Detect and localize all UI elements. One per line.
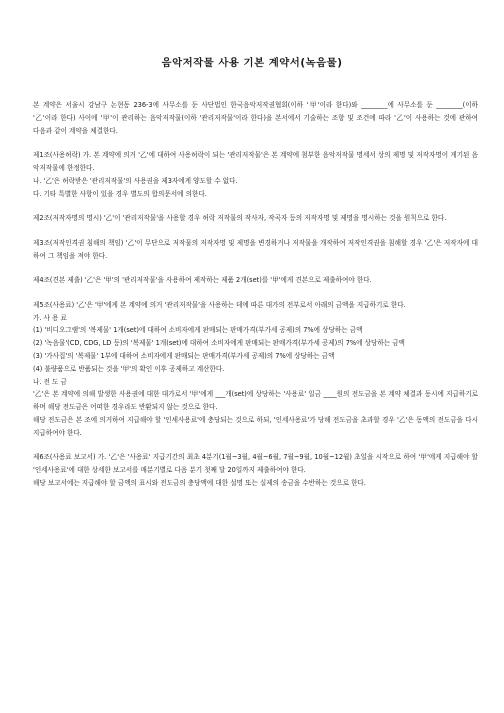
article-line: 제1조(사용허락) 가. 본 계약에 의거 '乙'에 대하여 사용허락이 되는 '관리저작물'은 본 계약에 첨부한 음악저작물 명세서 상의 제명 및 저작자명이 게기된 음악저작물에 한정한다.: [33, 151, 478, 172]
article-line: 다. 기타 특별한 사항이 있을 경우 별도의 합의문서에 의한다.: [33, 189, 207, 198]
article-line: 해당 보고서에는 지급해야 할 금액의 표시와 전도금의 충당액에 대한 설명 또는 실제의 송금을 수반하는 것으로 한다.: [33, 478, 366, 487]
article-line: '乙'은 본 계약에 의해 발생한 사용권에 대한 대가로서 '甲'에게 ___개(set)에 상당하는 '사용료' 일금 ____원의 전도금을 본 계약 체결과 동시에 지급하기로 하며 해당 전도금은 어떠한 경우라도 반환되지 않는 것으로 한다.: [33, 390, 478, 412]
article-5: [33, 299, 478, 440]
article-line: (4) 불량품으로 반품되는 것을 '甲'의 확인 이후 공제하고 계산한다.: [33, 364, 225, 373]
article-line: 제4조(견본 제출) '乙'은 '甲'의 '관리저작물'을 사용하여 제작하는 제품 2개(set)를 '甲'에게 견본으로 제출하여야 한다.: [33, 276, 372, 285]
document-body: [33, 99, 478, 502]
article-1: [33, 149, 478, 200]
article-3: [33, 237, 478, 263]
preamble-paragraph: 본 계약은 서울시 강남구 논현동 236-3에 사무소를 둔 사단법인 한국음악저작권협회(이하 '甲'이라 한다)와 ________에 사무소를 둔 ________(이하 '乙'이라 한다) 사이에 '甲'이 관리하는 음악저작물(이하 '관리저작물'이라 한다)을 본서에서 기술하는 조항 및 조건에 따라 '乙'이 사용하는 것에 관하여 다음과 같이 계약을 체결한다.: [33, 101, 478, 135]
article-6: [33, 451, 478, 489]
article-4: [33, 274, 478, 287]
article-line: 가. 사 용 료: [33, 313, 67, 322]
article-line: 나. 전 도 금: [33, 377, 67, 386]
article-line: 제2조(저작자명의 명시) '乙'이 '관리저작물'을 사용할 경우 허락 저작물의 작사자, 작곡자 등의 저작자명 및 제명을 명시하는 것을 원칙으로 한다.: [33, 214, 447, 223]
article-2: [33, 212, 478, 225]
article-line: 제3조(저작인격권 침해의 책임) '乙'이 무단으로 저작물의 저작자명 및 제명을 변경하거나 저작물을 개작하여 저작인격권을 침해할 경우 '乙'은 저작자에 대하여 그 책임을 져야 한다.: [33, 238, 478, 260]
article-line: 나. '乙'은 허락받은 '관리저작물'의 사용권을 제3자에게 양도할 수 없다.: [33, 176, 238, 185]
article-line: (3) '가사집'의 '복제물' 1부에 대하여 소비자에게 판매되는 판매가격(부가세 공제)의 7%에 상당하는 금액: [33, 351, 335, 360]
article-line: 해당 전도금은 본 조에 의거하여 지급해야 할 '인세사용료'에 충당되는 것으로 하되, '인세사용료'가 당해 전도금을 초과할 경우 '乙'은 동액의 전도금을 다시 지급하여야 한다.: [33, 415, 478, 437]
article-line: 제6조(사용료 보고서) 가. '乙'은 '사용료' 지급기간의 최초 4분기(1월~3월, 4월~6월, 7월~9월, 10월~12월) 초일을 시작으로 하여 '甲'에게 지급해야 할 '인세사용료'에 대한 상세한 보고서를 매분기별로 다음 분기 첫째 달 20일까지 제출하여야 한다.: [33, 453, 478, 475]
article-line: (1) '비디오그램'의 '복제물' 1개(set)에 대하여 소비자에게 판매되는 판매가격(부가세 공제)의 7%에 상당하는 금액: [33, 326, 363, 335]
article-line: (2) '녹음물'(CD, CDG, LD 등)의 '복제물' 1개(set)에 대하여 소비자에게 판매되는 판매가격(부가세 공제)의 7%에 상당하는 금액: [33, 339, 405, 348]
article-line: 제5조(사용료) '乙'은 '甲'에게 본 계약에 의거 '관리저작물'을 사용하는 데에 따른 대가의 전부로서 아래의 금액을 지급하기로 한다.: [33, 300, 406, 309]
document-title: 음악저작물 사용 기본 계약서(녹음물): [161, 57, 343, 69]
